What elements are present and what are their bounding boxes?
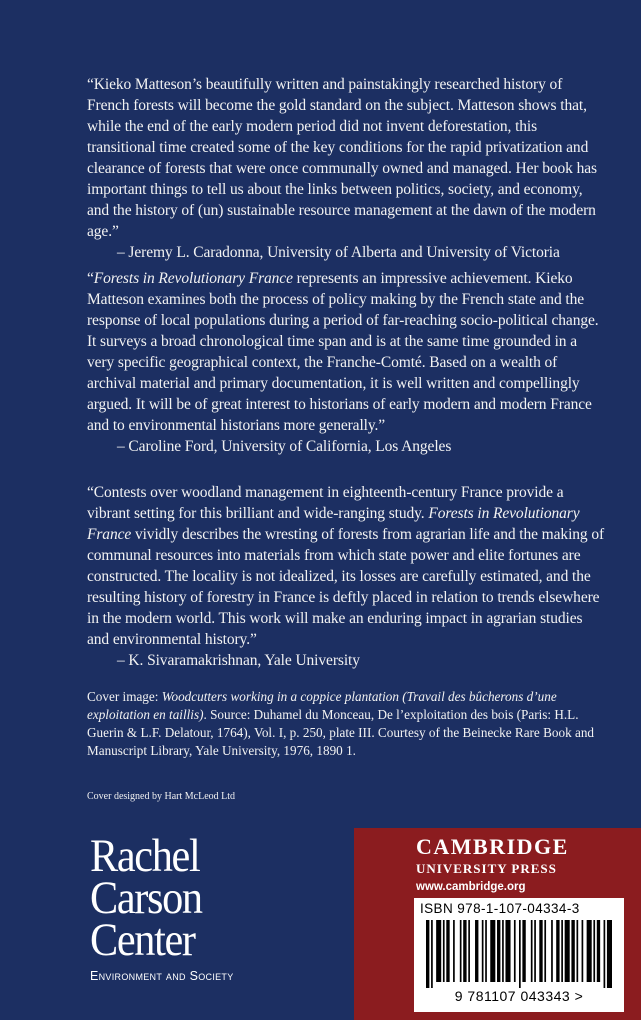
barcode-bar bbox=[497, 920, 500, 982]
endorsement-sivaramakrishnan bbox=[87, 482, 607, 671]
endorsement-body-end: vividly describes the wresting of forests from agrarian life and the making of communal resources into materials from which state power and elite fortunes are constructed. The locality is not idealized, its losses are carefully estimated, and the resulting history of forestry in France is deftly placed in relation to trends elsewhere in the modern world. This work will make an enduring impact in agrarian studies and environmental history.” bbox=[87, 526, 605, 648]
credit-details: . Source: Duhamel du Monceau, De l’exploitation des bois (Paris: H.L. Guerin & L.F. Delatour, 1764), Vol. I, p. 250, plate III. Courtesy of the Beinecke Rare Book and Manuscript Library, Yale University, 1976, 1890 1. bbox=[87, 707, 595, 758]
rachel-carson-center-logo bbox=[90, 830, 234, 983]
barcode-bar bbox=[519, 920, 521, 988]
endorsement-body-start: “Contests over woodland management in eighteenth-century France provide a vibrant setting for this brilliant and wide-ranging study. bbox=[87, 484, 564, 522]
barcode-bar bbox=[539, 920, 542, 982]
barcode-bar bbox=[551, 920, 553, 982]
barcode-bar bbox=[544, 920, 546, 982]
isbn-label: ISBN 978-1-107-04334-3 bbox=[420, 901, 580, 916]
book-title: Forests in Revolutionary France bbox=[87, 505, 580, 543]
barcode-bar bbox=[607, 920, 612, 988]
barcode-bar bbox=[485, 920, 487, 982]
publisher-website: www.cambridge.org bbox=[416, 881, 526, 893]
barcode-bar bbox=[561, 920, 563, 982]
barcode-bar bbox=[431, 920, 433, 988]
barcode-bar bbox=[490, 920, 495, 982]
barcode-bar bbox=[534, 920, 536, 982]
barcode-bar bbox=[514, 920, 516, 982]
endorsement-attribution: – Jeremy L. Caradonna, University of Alberta and University of Victoria bbox=[117, 244, 560, 261]
logo-line-2: Carson bbox=[90, 872, 202, 924]
barcode-bar bbox=[446, 920, 449, 982]
logo-line-1: Rachel bbox=[90, 830, 200, 882]
logo-line-3: Center bbox=[90, 914, 195, 966]
barcode-bar bbox=[556, 920, 559, 982]
barcode-bar bbox=[582, 920, 584, 982]
credit-title: Woodcutters working in a coppice plantation (Travail des bûcherons d’une exploitation en taillis) bbox=[87, 689, 557, 722]
cover-designer: Cover designed by Hart McLeod Ltd bbox=[87, 791, 236, 802]
endorsement-text bbox=[87, 268, 607, 436]
barcode-bar bbox=[436, 920, 441, 982]
barcode-bar bbox=[475, 920, 478, 982]
barcode-box bbox=[414, 898, 624, 1012]
credit-label: Cover image: bbox=[87, 689, 162, 704]
barcode-bar bbox=[463, 920, 466, 982]
logo-subtitle: Environment and Society bbox=[90, 969, 234, 983]
barcode-bar bbox=[565, 920, 570, 982]
endorsement-body: represents an impressive achievement. Kieko Matteson examines both the process of policy making by the French state and the response of local populations during a period of far-reaching socio-political change. It surveys a broad chronological time span and is at the same time grounded in a very specific geographical context, the Franche-Comté. Based on a wealth of archival material and primary documentation, it is well written and compellingly argued. It will be of great interest to historians of early modern and modern France and to environmental historians more generally.” bbox=[87, 270, 599, 434]
endorsement-attribution: – K. Sivaramakrishnan, Yale University bbox=[117, 652, 360, 669]
barcode-bar bbox=[505, 920, 510, 982]
book-title: Forests in Revolutionary France bbox=[93, 270, 293, 287]
barcode-bar bbox=[576, 920, 578, 982]
barcode-bar bbox=[468, 920, 470, 982]
barcode-bar bbox=[531, 920, 533, 982]
endorsement-ford bbox=[87, 268, 607, 457]
barcode-bar bbox=[597, 920, 600, 982]
publisher-press: UNIVERSITY PRESS bbox=[416, 861, 557, 876]
barcode-bar bbox=[453, 920, 455, 982]
barcode-bar bbox=[604, 920, 606, 988]
endorsement-attribution: – Caroline Ford, University of California, Los Angeles bbox=[117, 438, 452, 455]
barcode-bar bbox=[502, 920, 504, 982]
barcode-bar bbox=[443, 920, 445, 982]
publisher-name: CAMBRIDGE bbox=[416, 834, 569, 859]
barcode-bar bbox=[482, 920, 484, 982]
publisher-panel bbox=[354, 828, 641, 1020]
endorsement-caradonna bbox=[87, 74, 607, 263]
endorsement-text: “Kieko Matteson’s beautifully written and painstakingly researched history of French forests will become the gold standard on the subject. Matteson shows that, while the end of the early modern period did not invent deforestation, this transitional time created some of the key conditions for the rapid privatization and clearance of forests that were once communally owned and managed. Her book has important things to tell us about the links between politics, society, and economy, and the history of (un) sustainable resource management at the dawn of the modern age.” bbox=[87, 76, 597, 240]
barcode-bar bbox=[593, 920, 595, 982]
barcode-digits: 9 781107 043343 > bbox=[454, 988, 584, 1004]
barcode-bar bbox=[522, 920, 525, 982]
barcode-bar bbox=[460, 920, 462, 982]
cover-image-credit bbox=[87, 688, 607, 760]
barcode-icon bbox=[426, 920, 612, 988]
barcode-bar bbox=[426, 920, 429, 988]
barcode-bar bbox=[587, 920, 592, 982]
open-quote: “ bbox=[87, 270, 94, 287]
barcode-bar bbox=[571, 920, 574, 982]
endorsement-text bbox=[87, 482, 607, 650]
